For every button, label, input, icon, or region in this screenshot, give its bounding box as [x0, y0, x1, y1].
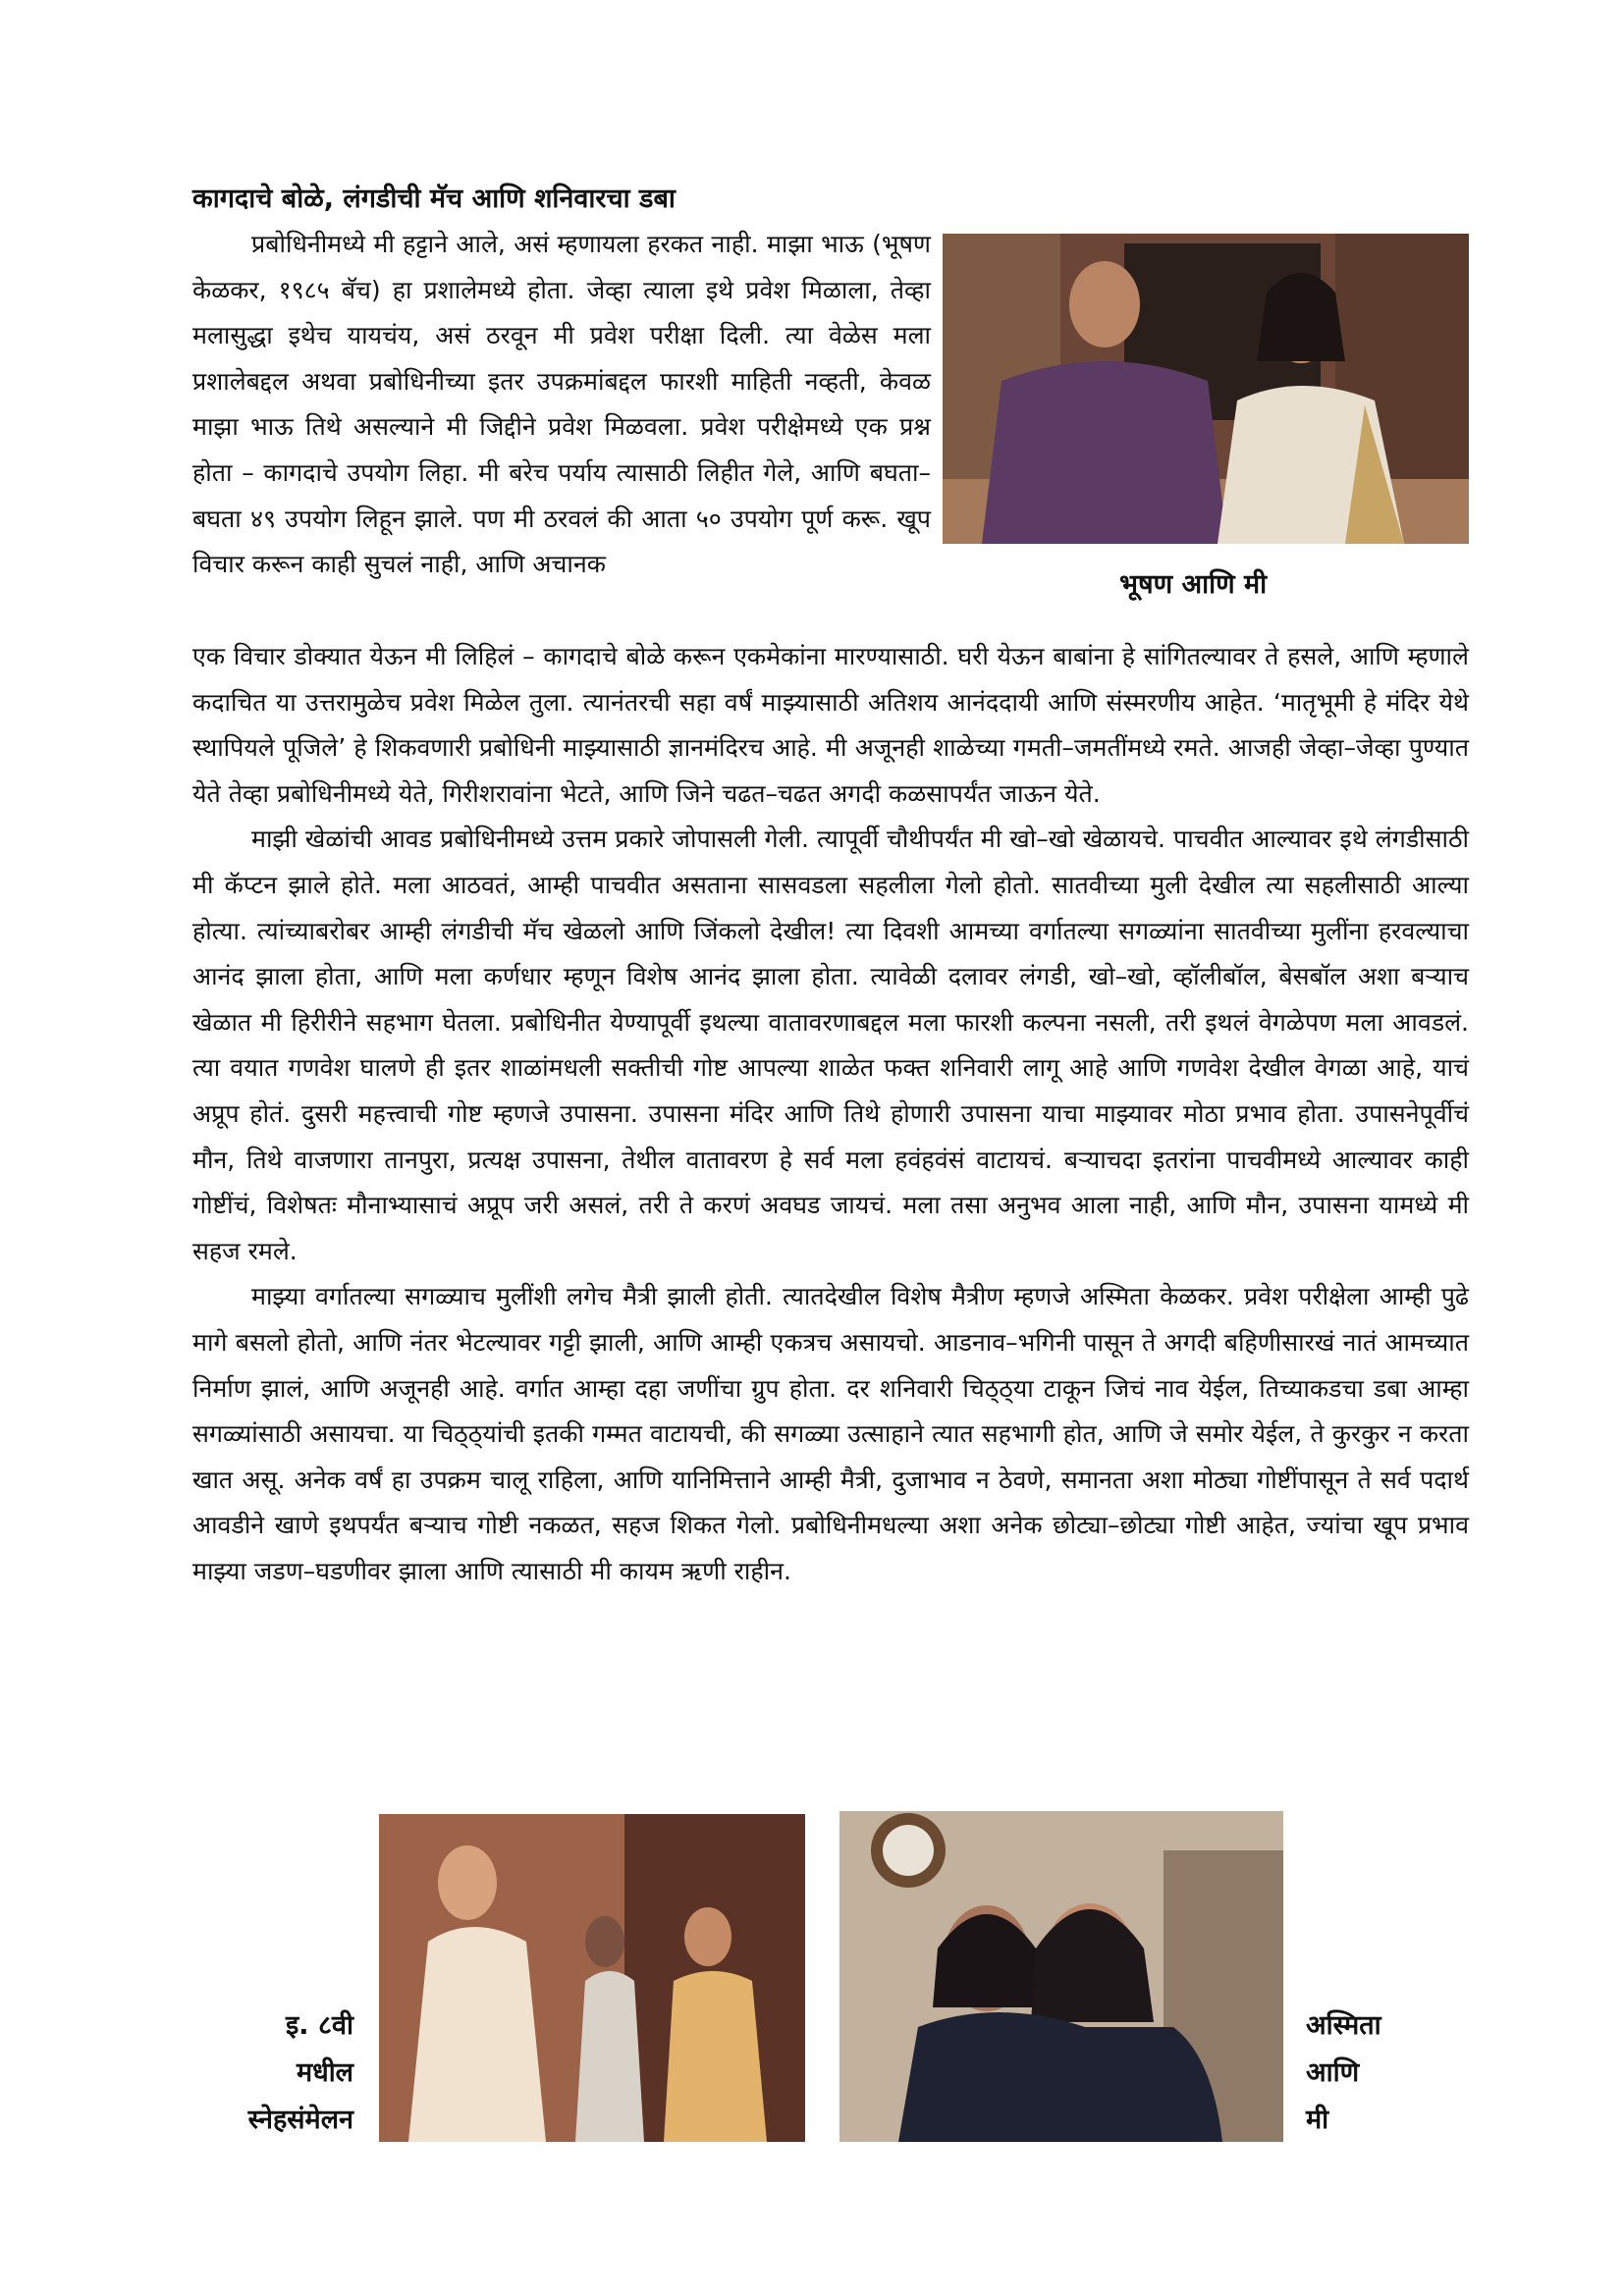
caption-asmita-line-3: मी [1306, 2105, 1329, 2135]
intro-continuation: एक विचार डोक्यात येऊन मी लिहिलं – कागदाचे बोळे करून एकमेकांना मारण्यासाठी. घरी येऊन बाबांना हे सांगितल्यावर ते हसले, आणि म्हणाले कदाचित या उत्तरामुळेच प्रवेश मिळेल तुला. त्यानंतरची सहा वर्षं माझ्यासाठी अतिशय आनंददायी आणि संस्मरणीय आहेत. ‘मातृभूमी हे मंदिर येथे स्थापियले पूजिले’ हे शिकवणारी प्रबोधिनी माझ्यासाठी ज्ञानमंदिरच आहे. मी अजूनही शाळेच्या गमती–जमतींमध्ये रमते. आजही जेव्हा–जेव्हा पुण्यात येते तेव्हा प्रबोधिनीमध्ये येते, गिरीशरावांना भेटते, आणि जिने चढत–चढत अगदी कळसापर्यंत जाऊन येते. [192, 642, 1469, 808]
photo-bhushan-and-me [943, 234, 1469, 544]
caption-asmita-and-me [1306, 2002, 1424, 2144]
caption-gathering-line-2: मधील [296, 2057, 353, 2088]
caption-asmita-line-2: आणि [1306, 2057, 1360, 2088]
photo-school-gathering [379, 1814, 805, 2142]
paragraph-friendship: माझ्या वर्गातल्या सगळ्याच मुलींशी लगेच मैत्री झाली होती. त्यातदेखील विशेष मैत्रीण म्हणजे अस्मिता केळकर. प्रवेश परीक्षेला आम्ही पुढे मागे बसलो होतो, आणि नंतर भेटल्यावर गट्टी झाली, आणि आम्ही एकत्रच असायचो. आडनाव–भगिनी पासून ते अगदी बहिणीसारखं नातं आमच्यात निर्माण झालं, आणि अजूनही आहे. वर्गात आम्हा दहा जणींचा ग्रुप होता. दर शनिवारी चिठ्ठ्या टाकून जिचं नाव येईल, तिच्याकडचा डबा आम्हा सगळ्यांसाठी असायचा. या चिठ्ठ्यांची इतकी गम्मत वाटायची, की सगळ्या उत्साहाने त्यात सहभागी होत, आणि जे समोर येईल, ते कुरकुर न करता खात असू. अनेक वर्षं हा उपक्रम चालू राहिला, आणि यानिमित्ताने आम्ही मैत्री, दुजाभाव न ठेवणे, समानता अशा मोठ्या गोष्टींपासून ते सर्व पदार्थ आवडीने खाणे इथपर्यंत बऱ्याच गोष्टी नकळत, सहज शिकत गेलो. प्रबोधिनीमधल्या अशा अनेक छोट्या–छोट्या गोष्टी आहेत, ज्यांचा खूप प्रभाव माझ्या जडण–घडणीवर झाला आणि त्यासाठी मी कायम ऋणी राहीन. [192, 1282, 1469, 1585]
intro-paragraph-block [192, 222, 931, 588]
intro-paragraph: प्रबोधिनीमध्ये मी हट्टाने आले, असं म्हणायला हरकत नाही. माझा भाऊ (भूषण केळकर, १९८५ बॅच) हा प्रशालेमध्ये होता. जेव्हा त्याला इथे प्रवेश मिळाला, तेव्हा मलासुद्धा इथेच यायचंय, असं ठरवून मी प्रवेश परीक्षा दिली. त्या वेळेस मला प्रशालेबद्दल अथवा प्रबोधिनीच्या इतर उपक्रमांबद्दल फारशी माहिती नव्हती, केवळ माझा भाऊ तिथे असल्याने मी जिद्दीने प्रवेश मिळवला. प्रवेश परीक्षेमध्ये एक प्रश्न होता – कागदाचे उपयोग लिहा. मी बरेच पर्याय त्यासाठी लिहीत गेले, आणि बघता–बघता ४९ उपयोग लिहून झाले. पण मी ठरवलं की आता ५० उपयोग पूर्ण करू. खूप विचार करून काही सुचलं नाही, आणि अचानक [192, 230, 931, 579]
caption-asmita-line-1: अस्मिता [1306, 2010, 1381, 2041]
caption-gathering-line-1: इ. ८वी [286, 2010, 353, 2041]
caption-bhushan-and-me: भूषण आणि मी [1119, 569, 1268, 600]
paragraph-sports: माझी खेळांची आवड प्रबोधिनीमध्ये उत्तम प्रकारे जोपासली गेली. त्यापूर्वी चौथीपर्यंत मी खो–खो खेळायचे. पाचवीत आल्यावर इथे लंगडीसाठी मी कॅप्टन झाले होते. मला आठवतं, आम्ही पाचवीत असताना सासवडला सहलीला गेलो होतो. सातवीच्या मुली देखील त्या सहलीसाठी आल्या होत्या. त्यांच्याबरोबर आम्ही लंगडीची मॅच खेळलो आणि जिंकलो देखील! त्या दिवशी आमच्या वर्गातल्या सगळ्यांना सातवीच्या मुलींना हरवल्याचा आनंद झाला होता, आणि मला कर्णधार म्हणून विशेष आनंद झाला होता. त्यावेळी दलावर लंगडी, खो–खो, व्हॉलीबॉल, बेसबॉल अशा बऱ्याच खेळात मी हिरीरीने सहभाग घेतला. प्रबोधिनीत येण्यापूर्वी इथल्या वातावरणाबद्दल मला फारशी कल्पना नसली, तरी इथलं वेगळेपण मला आवडलं. त्या वयात गणवेश घालणे ही इतर शाळांमधली सक्तीची गोष्ट आपल्या शाळेत फक्त शनिवारी लागू आहे आणि गणवेश देखील वेगळा आहे, याचं अप्रूप होतं. दुसरी महत्त्वाची गोष्ट म्हणजे उपासना. उपासना मंदिर आणि तिथे होणारी उपासना याचा माझ्यावर मोठा प्रभाव होता. उपासनेपूर्वीचं मौन, तिथे वाजणारा तानपुरा, प्रत्यक्ष उपासना, तेथील वातावरण हे सर्व मला हवंहवंसं वाटायचं. बऱ्याचदा इतरांना पाचवीमध्ये आल्यावर काही गोष्टींचं, विशेषतः मौनाभ्यासाचं अप्रूप जरी असलं, तरी ते करणं अवघड जायचं. मला तसा अनुभव आला नाही, आणि मौन, उपासना यामध्ये मी सहज रमले. [192, 825, 1469, 1265]
caption-gathering-line-3: स्नेहसंमेलन [247, 2105, 353, 2135]
main-text-block [192, 634, 1469, 1594]
caption-gathering [226, 2002, 353, 2144]
article-title: कागदाचे बोळे, लंगडीची मॅच आणि शनिवारचा डबा [192, 184, 676, 214]
photo-asmita-and-me [839, 1811, 1283, 2142]
